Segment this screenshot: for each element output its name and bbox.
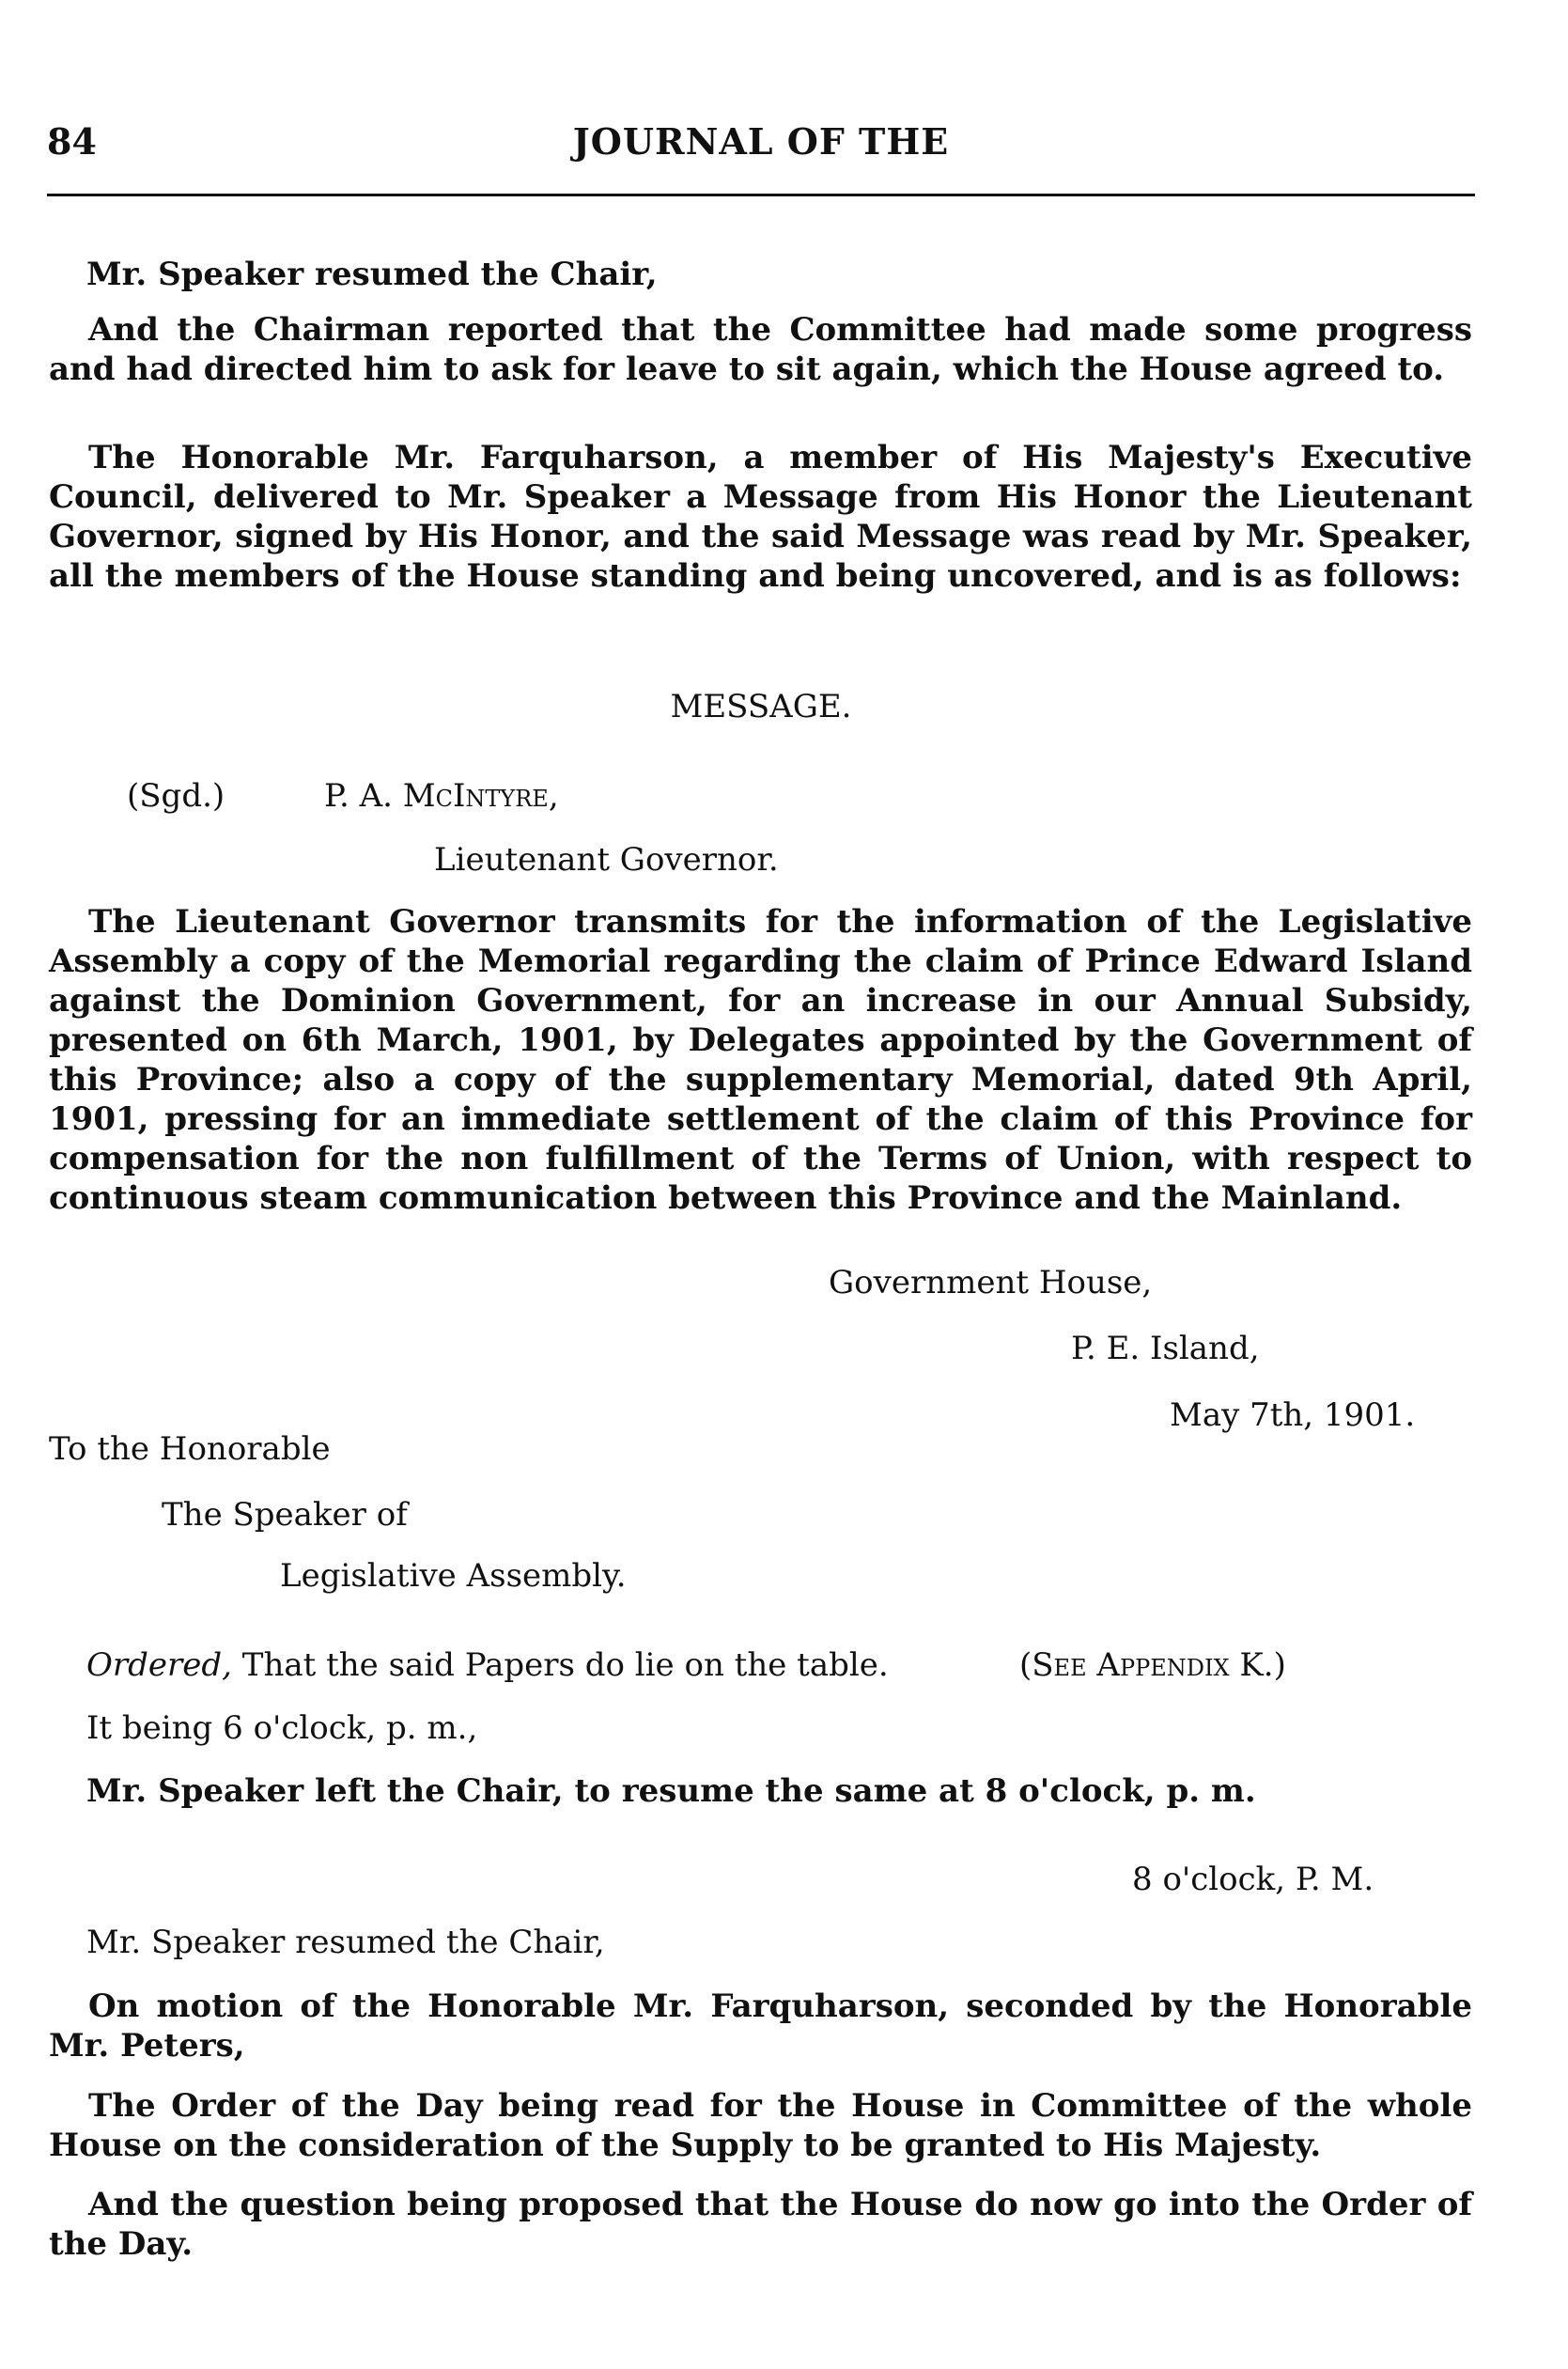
six-oclock-line: It being 6 o'clock, p. m., [86, 1709, 478, 1747]
speaker-resumed-chair: Mr. Speaker resumed the Chair, [86, 256, 658, 293]
running-title: JOURNAL OF THE [572, 120, 950, 163]
address-line-1: To the Honorable [49, 1430, 331, 1468]
message-delivery-paragraph: The Honorable Mr. Farquharson, a member of His Majesty's Executive Council, delivered to Mr. Speaker a Message from His Honor the Lieutenant Governor, signed by His Honor, and the said Message was read by Mr. Speaker, all the members of the House standing and being uncovered, and is as follows: [49, 439, 1472, 595]
speaker-left-chair: Mr. Speaker left the Chair, to resume the same at 8 o'clock, p. m. [86, 1772, 1256, 1810]
address-line-3: Legislative Assembly. [280, 1557, 627, 1595]
appendix-reference: (See Appendix K.) [1019, 1646, 1286, 1684]
page-header [47, 120, 1475, 177]
chairman-report-paragraph: And the Chairman reported that the Committee had made some progress and had directed him to ask for leave to sit again, which the House agreed to. [49, 311, 1472, 388]
signer-name: P. A. McIntyre, [324, 777, 559, 815]
question-proposed-paragraph: And the question being proposed that the House do now go into the Order of the Day. [49, 2186, 1472, 2263]
page-number: 84 [47, 120, 97, 163]
place-government-house: Government House, [829, 1264, 1153, 1301]
lieutenant-governor-message-text: The Lieutenant Governor transmits for the information of the Legislative Assembly a copy of the Memorial regarding the claim of Prince Edward Island against the Dominion Government, for an increase in our Annual Subsidy, presented on 6th March, 1901, by Delegates appointed by the Government of this Province; also a copy of the supplementary Memorial, dated 9th April, 1901, pressing for an immediate settlement of the claim of this Province for compensation for the non fulfillment of the Terms of Union, with respect to continuous steam communication between this Province and the Mainland. [49, 903, 1472, 1217]
ordered-text: That the said Papers do lie on the table. [241, 1646, 889, 1684]
message-date: May 7th, 1901. [1170, 1396, 1416, 1434]
speaker-resumed-chair-evening: Mr. Speaker resumed the Chair, [86, 1924, 605, 1961]
ordered-word: Ordered, [86, 1646, 232, 1684]
signed-mark: (Sgd.) [127, 777, 225, 815]
evening-time-heading: 8 o'clock, P. M. [1132, 1861, 1374, 1898]
address-line-2: The Speaker of [162, 1496, 408, 1534]
header-rule [47, 194, 1475, 196]
ordered-line [86, 1644, 889, 1686]
signer-title: Lieutenant Governor. [434, 841, 779, 879]
place-pe-island: P. E. Island, [1071, 1330, 1260, 1367]
order-of-day-paragraph: The Order of the Day being read for the House in Committee of the whole House on the consideration of the Supply to be granted to His Majesty. [49, 2087, 1472, 2164]
message-heading: MESSAGE. [670, 688, 852, 725]
motion-paragraph: On motion of the Honorable Mr. Farquharson, seconded by the Honorable Mr. Peters, [49, 1987, 1472, 2065]
